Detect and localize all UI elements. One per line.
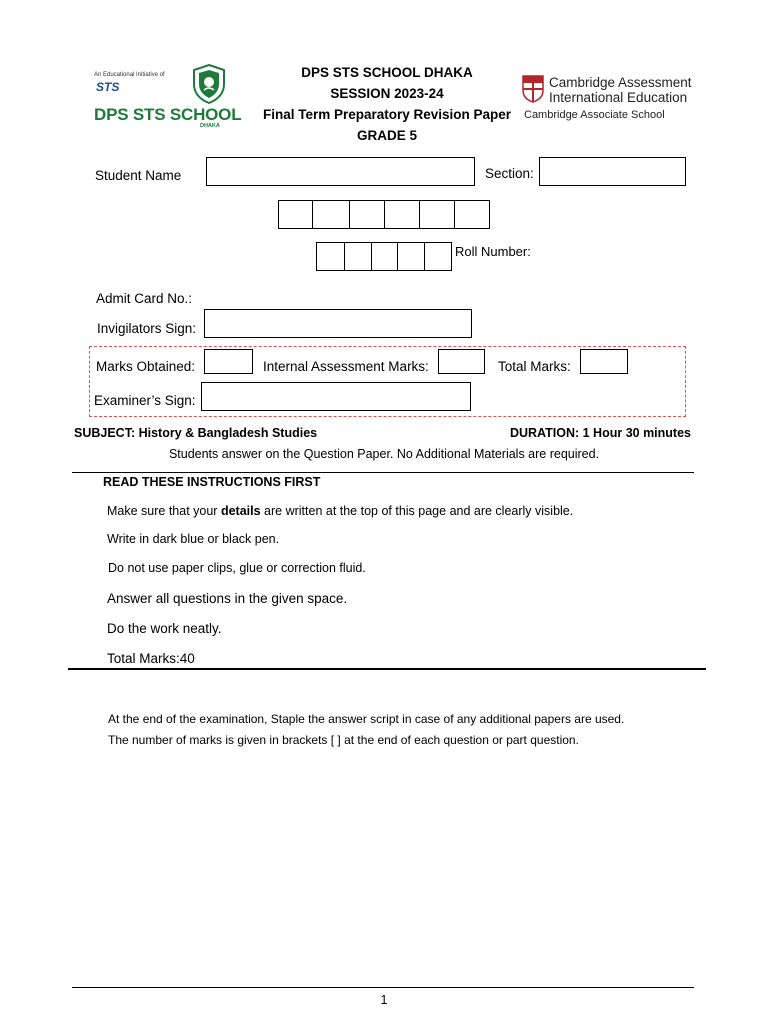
internal-marks-field[interactable] — [438, 349, 485, 374]
section-field[interactable] — [539, 157, 686, 186]
student-name-field[interactable] — [206, 157, 475, 186]
cambridge-line3: Cambridge Associate School — [524, 109, 665, 121]
divider — [72, 472, 694, 473]
instruction-details-pre: Make sure that your — [107, 504, 221, 518]
sts-group-mark: STS — [96, 80, 120, 94]
total-marks-field[interactable] — [580, 349, 628, 374]
materials-note: Students answer on the Question Paper. No Additional Materials are required. — [168, 447, 600, 461]
instructions-heading: READ THESE INSTRUCTIONS FIRST — [103, 475, 321, 489]
school-logo-tagline: An Educational Initiative of — [94, 72, 165, 78]
internal-marks-label: Internal Assessment Marks: — [263, 359, 429, 374]
grade-title: GRADE 5 — [356, 128, 417, 143]
school-crest-icon — [192, 64, 226, 104]
instruction-pen: Write in dark blue or black pen. — [107, 532, 280, 546]
roll-number-digit-boxes[interactable] — [316, 242, 452, 271]
school-logo-name: DPS STS SCHOOL — [94, 105, 242, 124]
instruction-neatly: Do the work neatly. — [107, 621, 222, 636]
footer-divider — [72, 987, 694, 988]
total-marks-label: Total Marks: — [498, 359, 571, 374]
student-name-label: Student Name — [95, 168, 182, 183]
admit-card-digit-boxes[interactable] — [278, 200, 490, 229]
cambridge-line2: International Education — [549, 90, 688, 105]
instruction-clips: Do not use paper clips, glue or correction fluid. — [108, 561, 366, 575]
divider — [68, 668, 706, 670]
section-label: Section: — [485, 166, 534, 181]
admit-card-label: Admit Card No.: — [96, 291, 193, 306]
roll-number-label: Roll Number: — [455, 244, 531, 259]
school-logo — [92, 62, 242, 132]
school-title: DPS STS SCHOOL DHAKA — [301, 65, 473, 80]
cambridge-line1: Cambridge Assessment — [549, 75, 692, 90]
examiner-label: Examiner’s Sign: — [94, 393, 196, 408]
paper-title: Final Term Preparatory Revision Paper — [262, 107, 512, 122]
instruction-details — [107, 504, 573, 518]
instruction-details-bold: details — [220, 504, 261, 518]
marks-obtained-label: Marks Obtained: — [96, 359, 196, 374]
invigilator-sign-field[interactable] — [204, 309, 472, 338]
examiner-sign-field[interactable] — [201, 382, 471, 411]
duration-line: DURATION: 1 Hour 30 minutes — [509, 426, 691, 440]
school-logo-city: DHAKA — [200, 123, 220, 129]
note-staple: At the end of the examination, Staple the answer script in case of any additional papers are used. — [108, 712, 625, 726]
note-marks-brackets: The number of marks is given in brackets [ ] at the end of each question or part question. — [108, 733, 579, 747]
invigilator-label: Invigilators Sign: — [97, 321, 197, 336]
instruction-answer-all: Answer all questions in the given space. — [107, 591, 348, 606]
subject-line: SUBJECT: History & Bangladesh Studies — [74, 426, 318, 440]
session-title: SESSION 2023-24 — [330, 86, 444, 101]
instruction-total-marks: Total Marks:40 — [107, 651, 195, 666]
cambridge-logo — [522, 74, 692, 126]
instruction-details-post: are written at the top of this page and are clearly visible. — [260, 504, 574, 518]
marks-obtained-field[interactable] — [204, 349, 253, 374]
page-number: 1 — [380, 993, 388, 1007]
cambridge-shield-icon — [522, 75, 544, 103]
